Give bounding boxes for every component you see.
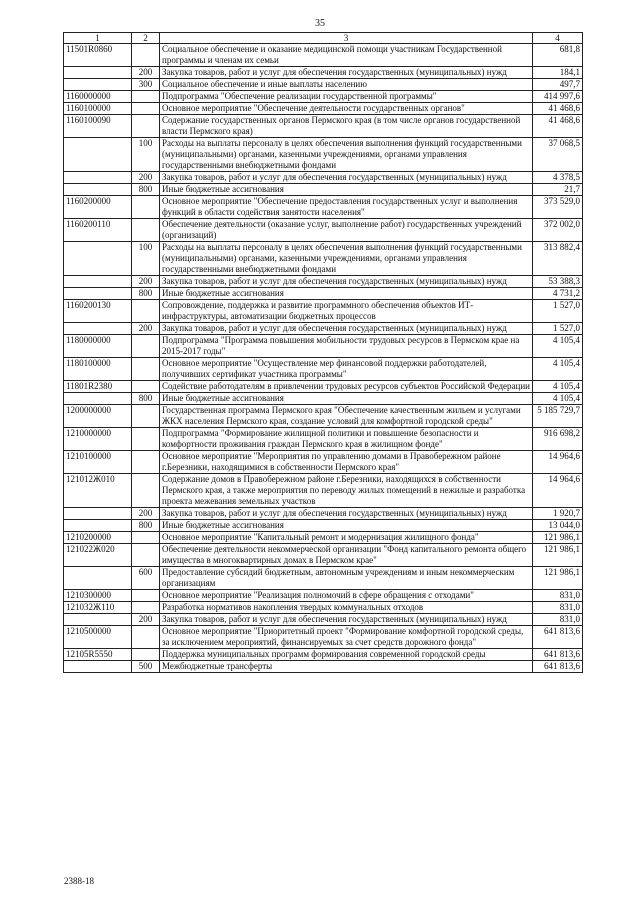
- table-row: [64, 44, 583, 67]
- expense-type-cell: 800: [132, 288, 160, 300]
- table-row: [64, 474, 583, 508]
- table-row: [64, 567, 583, 590]
- table-row: [64, 67, 583, 79]
- table-row: [64, 544, 583, 567]
- expense-type-cell: [132, 103, 160, 115]
- expense-type-cell: [132, 335, 160, 358]
- table-row: [64, 532, 583, 544]
- target-code-cell: 121032Ж110: [64, 602, 132, 614]
- table-row: [64, 508, 583, 520]
- amount-cell: 831,0: [533, 602, 583, 614]
- amount-cell: 414 997,6: [533, 91, 583, 103]
- description-cell: Основное мероприятие "Осуществление мер финансовой поддержки работодателей, получивших сертификат участника программы": [160, 358, 533, 381]
- expense-type-cell: [132, 544, 160, 567]
- amount-cell: 4 378,5: [533, 172, 583, 184]
- expense-type-cell: 200: [132, 172, 160, 184]
- description-cell: Государственная программа Пермского края "Обеспечение качественным жильем и услугами ЖКХ населения Пермского края, создание условий для комфортной городской среды": [160, 405, 533, 428]
- target-code-cell: [64, 172, 132, 184]
- expense-type-cell: 300: [132, 79, 160, 91]
- target-code-cell: [64, 567, 132, 590]
- table-row: [64, 590, 583, 602]
- header-col-1: 1: [64, 33, 132, 44]
- expense-type-cell: [132, 44, 160, 67]
- target-code-cell: 1200000000: [64, 405, 132, 428]
- target-code-cell: 1180100000: [64, 358, 132, 381]
- expense-type-cell: 500: [132, 661, 160, 673]
- target-code-cell: [64, 520, 132, 532]
- target-code-cell: [64, 138, 132, 172]
- target-code-cell: [64, 323, 132, 335]
- target-code-cell: [64, 393, 132, 405]
- expense-type-cell: 600: [132, 567, 160, 590]
- table-row: [64, 276, 583, 288]
- amount-cell: 14 964,6: [533, 451, 583, 474]
- description-cell: Иные бюджетные ассигнования: [160, 520, 533, 532]
- amount-cell: 37 068,5: [533, 138, 583, 172]
- target-code-cell: 1210500000: [64, 626, 132, 649]
- target-code-cell: 121012Ж010: [64, 474, 132, 508]
- target-code-cell: [64, 242, 132, 276]
- target-code-cell: 1210100000: [64, 451, 132, 474]
- target-code-cell: [64, 184, 132, 196]
- table-row: [64, 358, 583, 381]
- description-cell: Основное мероприятие "Капитальный ремонт и модернизация жилищного фонда": [160, 532, 533, 544]
- table-row: [64, 172, 583, 184]
- table-row: [64, 138, 583, 172]
- description-cell: Подпрограмма "Формирование жилищной политики и повышение безопасности и комфортности проживания граждан Пермского края в жилищном фонде": [160, 428, 533, 451]
- amount-cell: 4 105,4: [533, 335, 583, 358]
- amount-cell: 497,7: [533, 79, 583, 91]
- target-code-cell: [64, 661, 132, 673]
- description-cell: Сопровождение, поддержка и развитие программного обеспечения объектов ИТ-инфраструктуры, автоматизации бюджетных процессов: [160, 300, 533, 323]
- table-row: [64, 520, 583, 532]
- amount-cell: 121 986,1: [533, 544, 583, 567]
- expense-type-cell: [132, 626, 160, 649]
- target-code-cell: 1160100090: [64, 115, 132, 138]
- target-code-cell: 11801R2380: [64, 381, 132, 393]
- expense-type-cell: 200: [132, 508, 160, 520]
- amount-cell: 831,0: [533, 590, 583, 602]
- amount-cell: 1 527,0: [533, 300, 583, 323]
- description-cell: Расходы на выплаты персоналу в целях обеспечения выполнения функций государственными (муниципальными) органами, казенными учреждениями, органами управления государственными внебюджетными фондами: [160, 138, 533, 172]
- amount-cell: 4 731,2: [533, 288, 583, 300]
- table-row: [64, 115, 583, 138]
- expense-type-cell: 800: [132, 520, 160, 532]
- amount-cell: 21,7: [533, 184, 583, 196]
- table-row: [64, 219, 583, 242]
- expense-type-cell: [132, 590, 160, 602]
- description-cell: Поддержка муниципальных программ формирования современной городской среды: [160, 649, 533, 661]
- description-cell: Разработка нормативов накопления твердых коммунальных отходов: [160, 602, 533, 614]
- amount-cell: 41 468,6: [533, 115, 583, 138]
- target-code-cell: [64, 614, 132, 626]
- table-row: [64, 184, 583, 196]
- description-cell: Подпрограмма "Обеспечение реализации государственной программы": [160, 91, 533, 103]
- header-col-2: 2: [132, 33, 160, 44]
- expense-type-cell: 200: [132, 67, 160, 79]
- description-cell: Закупка товаров, работ и услуг для обеспечения государственных (муниципальных) нужд: [160, 67, 533, 79]
- target-code-cell: 11501R0860: [64, 44, 132, 67]
- amount-cell: 1 920,7: [533, 508, 583, 520]
- expense-type-cell: 800: [132, 393, 160, 405]
- description-cell: Основное мероприятие "Приоритетный проект "Формирование комфортной городской среды, за исключением мероприятий, финансируемых за счет средств дорожного фонда": [160, 626, 533, 649]
- expense-type-cell: 100: [132, 138, 160, 172]
- table-row: [64, 393, 583, 405]
- description-cell: Социальное обеспечение и оказание медицинской помощи участникам Государственной программы и членам их семьи: [160, 44, 533, 67]
- document-code: 2388-18: [64, 876, 94, 886]
- table-row: [64, 381, 583, 393]
- amount-cell: 41 468,6: [533, 103, 583, 115]
- description-cell: Иные бюджетные ассигнования: [160, 393, 533, 405]
- description-cell: Расходы на выплаты персоналу в целях обеспечения выполнения функций государственными (муниципальными) органами, казенными учреждениями, органами управления государственными внебюджетными фондами: [160, 242, 533, 276]
- amount-cell: 121 986,1: [533, 532, 583, 544]
- expense-type-cell: [132, 474, 160, 508]
- description-cell: Основное мероприятие "Реализация полномочий в сфере обращения с отходами": [160, 590, 533, 602]
- description-cell: Обеспечение деятельности (оказание услуг, выполнение работ) государственных учреждений (организаций): [160, 219, 533, 242]
- table-header-row: [64, 33, 583, 44]
- expense-type-cell: 200: [132, 323, 160, 335]
- expense-type-cell: [132, 405, 160, 428]
- amount-cell: 5 185 729,7: [533, 405, 583, 428]
- target-code-cell: 1160000000: [64, 91, 132, 103]
- description-cell: Подпрограмма "Программа повышения мобильности трудовых ресурсов в Пермском крае на 2015-2017 годы": [160, 335, 533, 358]
- description-cell: Межбюджетные трансферты: [160, 661, 533, 673]
- table-row: [64, 242, 583, 276]
- expense-type-cell: [132, 300, 160, 323]
- description-cell: Содержание домов в Правобережном районе г.Березники, находящихся в собственности Пермского края, а также мероприятия по переводу жилых помещений в нежилые и разработка проекта межевания земельных участков: [160, 474, 533, 508]
- expense-type-cell: [132, 381, 160, 393]
- description-cell: Социальное обеспечение и иные выплаты населению: [160, 79, 533, 91]
- expense-type-cell: [132, 91, 160, 103]
- target-code-cell: [64, 276, 132, 288]
- target-code-cell: [64, 67, 132, 79]
- description-cell: Основное мероприятие "Мероприятия по управлению домами в Правобережном районе г.Березники, находящимися в собственности Пермского края": [160, 451, 533, 474]
- expense-type-cell: [132, 115, 160, 138]
- target-code-cell: 1210200000: [64, 532, 132, 544]
- target-code-cell: 1160200110: [64, 219, 132, 242]
- target-code-cell: 121022Ж020: [64, 544, 132, 567]
- amount-cell: 53 388,3: [533, 276, 583, 288]
- table-row: [64, 451, 583, 474]
- description-cell: Содействие работодателям в привлечении трудовых ресурсов субъектов Российской Федерации: [160, 381, 533, 393]
- table-row: [64, 661, 583, 673]
- amount-cell: 13 044,0: [533, 520, 583, 532]
- amount-cell: 916 698,2: [533, 428, 583, 451]
- expense-type-cell: 200: [132, 614, 160, 626]
- amount-cell: 313 882,4: [533, 242, 583, 276]
- description-cell: Закупка товаров, работ и услуг для обеспечения государственных (муниципальных) нужд: [160, 276, 533, 288]
- table-row: [64, 626, 583, 649]
- target-code-cell: [64, 288, 132, 300]
- expense-type-cell: [132, 532, 160, 544]
- amount-cell: 681,8: [533, 44, 583, 67]
- budget-table: [63, 32, 583, 673]
- table-row: [64, 103, 583, 115]
- expense-type-cell: [132, 196, 160, 219]
- expense-type-cell: [132, 451, 160, 474]
- amount-cell: 184,1: [533, 67, 583, 79]
- expense-type-cell: [132, 602, 160, 614]
- amount-cell: 641 813,6: [533, 626, 583, 649]
- target-code-cell: [64, 508, 132, 520]
- description-cell: Закупка товаров, работ и услуг для обеспечения государственных (муниципальных) нужд: [160, 323, 533, 335]
- header-col-4: 4: [533, 33, 583, 44]
- amount-cell: 121 986,1: [533, 567, 583, 590]
- description-cell: Закупка товаров, работ и услуг для обеспечения государственных (муниципальных) нужд: [160, 508, 533, 520]
- table-row: [64, 428, 583, 451]
- amount-cell: 641 813,6: [533, 649, 583, 661]
- amount-cell: 372 002,0: [533, 219, 583, 242]
- description-cell: Иные бюджетные ассигнования: [160, 288, 533, 300]
- amount-cell: 4 105,4: [533, 393, 583, 405]
- amount-cell: 4 105,4: [533, 381, 583, 393]
- expense-type-cell: 200: [132, 276, 160, 288]
- expense-type-cell: 100: [132, 242, 160, 276]
- expense-type-cell: [132, 358, 160, 381]
- amount-cell: 1 527,0: [533, 323, 583, 335]
- table-row: [64, 323, 583, 335]
- description-cell: Основное мероприятие "Обеспечение предоставления государственных услуг и выполнения функций в области содействия занятости населения": [160, 196, 533, 219]
- target-code-cell: [64, 79, 132, 91]
- table-row: [64, 196, 583, 219]
- target-code-cell: 1210300000: [64, 590, 132, 602]
- amount-cell: 831,0: [533, 614, 583, 626]
- target-code-cell: 12105R5550: [64, 649, 132, 661]
- expense-type-cell: [132, 649, 160, 661]
- expense-type-cell: 800: [132, 184, 160, 196]
- table-row: [64, 300, 583, 323]
- amount-cell: 641 813,6: [533, 661, 583, 673]
- table-row: [64, 614, 583, 626]
- table-row: [64, 405, 583, 428]
- header-col-3: 3: [160, 33, 533, 44]
- table-row: [64, 79, 583, 91]
- page-number: 35: [315, 18, 325, 29]
- description-cell: Иные бюджетные ассигнования: [160, 184, 533, 196]
- expense-type-cell: [132, 219, 160, 242]
- description-cell: Основное мероприятие "Обеспечение деятельности государственных органов": [160, 103, 533, 115]
- target-code-cell: 1160200000: [64, 196, 132, 219]
- expense-type-cell: [132, 428, 160, 451]
- description-cell: Закупка товаров, работ и услуг для обеспечения государственных (муниципальных) нужд: [160, 614, 533, 626]
- table-row: [64, 288, 583, 300]
- table-row: [64, 602, 583, 614]
- target-code-cell: 1210000000: [64, 428, 132, 451]
- target-code-cell: 1160200130: [64, 300, 132, 323]
- amount-cell: 373 529,0: [533, 196, 583, 219]
- description-cell: Обеспечение деятельности некоммерческой организации "Фонд капитального ремонта общего имущества в многоквартирных домах в Пермском крае": [160, 544, 533, 567]
- table-row: [64, 649, 583, 661]
- description-cell: Содержание государственных органов Пермского края (в том числе органов государственной власти Пермского края): [160, 115, 533, 138]
- target-code-cell: 1180000000: [64, 335, 132, 358]
- amount-cell: 4 105,4: [533, 358, 583, 381]
- description-cell: Закупка товаров, работ и услуг для обеспечения государственных (муниципальных) нужд: [160, 172, 533, 184]
- target-code-cell: 1160100000: [64, 103, 132, 115]
- description-cell: Предоставление субсидий бюджетным, автономным учреждениям и иным некоммерческим организациям: [160, 567, 533, 590]
- amount-cell: 14 964,6: [533, 474, 583, 508]
- table-row: [64, 335, 583, 358]
- table-row: [64, 91, 583, 103]
